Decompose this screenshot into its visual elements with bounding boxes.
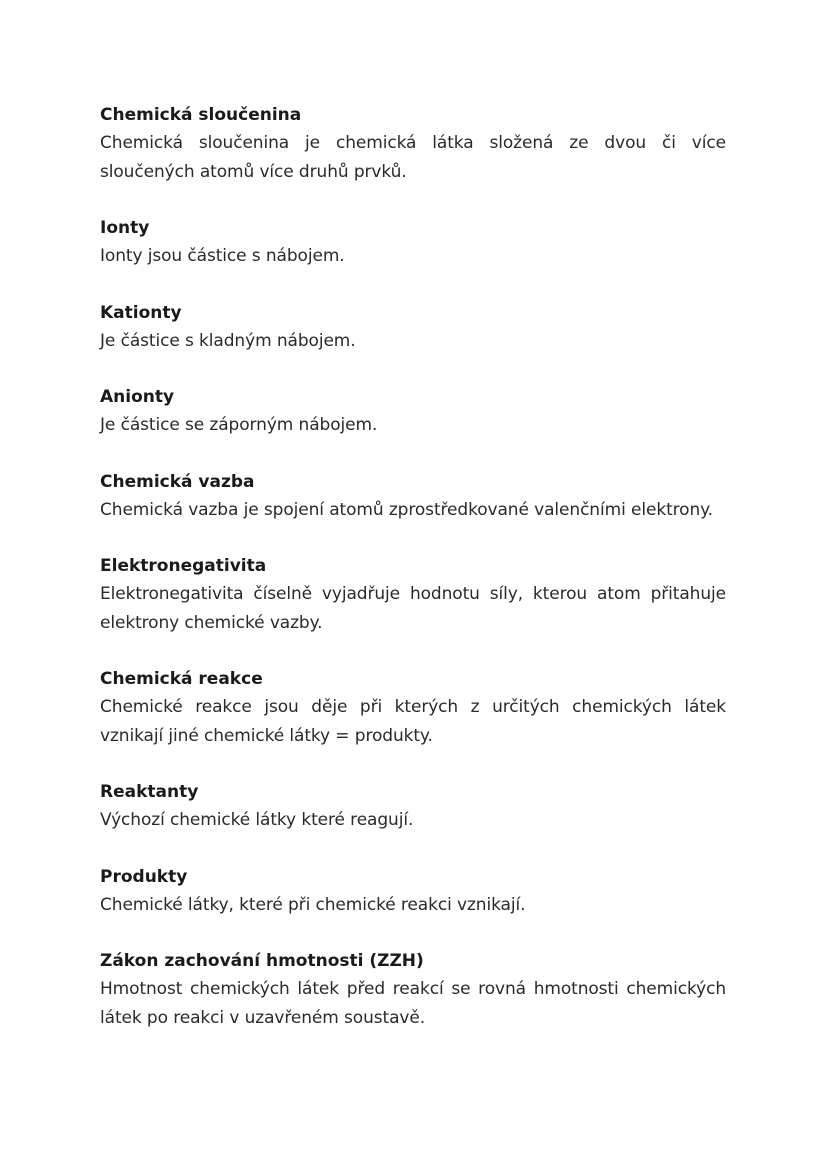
term-definition: Je částice s kladným nábojem.: [100, 330, 356, 351]
entry-chemicka-reakce: [100, 665, 726, 750]
entry-kationty: [100, 299, 726, 356]
term-heading: Kationty: [100, 302, 182, 323]
term-definition: Hmotnost chemických látek před reakcí se rovná hmotnosti chemických látek po reakci v uzavřeném soustavě.: [100, 979, 726, 1028]
term-definition: Elektronegativita číselně vyjadřuje hodnotu síly, kterou atom přitahuje elektrony chemické vazby.: [100, 584, 726, 633]
term-heading: Chemická vazba: [100, 471, 255, 492]
term-heading: Chemická sloučenina: [100, 105, 302, 125]
term-heading: Produkty: [100, 866, 188, 887]
term-heading: Reaktanty: [100, 782, 199, 802]
term-heading: Ionty: [100, 218, 150, 238]
entry-anionty: [100, 383, 726, 440]
entry-chemicka-sloucenina: [100, 101, 726, 186]
term-definition: Ionty jsou částice s nábojem.: [100, 246, 345, 266]
entry-produkty: [100, 863, 726, 920]
term-heading: Anionty: [100, 387, 175, 407]
term-definition: Je částice se záporným nábojem.: [100, 415, 378, 435]
entry-elektronegativita: [100, 552, 726, 637]
document-page: [100, 101, 726, 1060]
term-definition: Chemická sloučenina je chemická látka složená ze dvou či více sloučených atomů více druhů prvků.: [100, 133, 726, 182]
term-heading: Chemická reakce: [100, 669, 263, 689]
term-definition: Výchozí chemické látky které reagují.: [100, 810, 414, 830]
entry-ionty: [100, 214, 726, 271]
entry-zakon-zachovani-hmotnosti: [100, 947, 726, 1032]
term-definition: Chemické látky, které při chemické reakci vznikají.: [100, 894, 526, 915]
entry-reaktanty: [100, 778, 726, 835]
term-heading: Zákon zachování hmotnosti (ZZH): [100, 951, 424, 971]
entry-chemicka-vazba: [100, 468, 726, 525]
term-definition: Chemické reakce jsou děje při kterých z určitých chemických látek vznikají jiné chemické látky = produkty.: [100, 697, 726, 746]
term-definition: Chemická vazba je spojení atomů zprostředkované valenčními elektrony.: [100, 499, 713, 520]
term-heading: Elektronegativita: [100, 556, 267, 576]
